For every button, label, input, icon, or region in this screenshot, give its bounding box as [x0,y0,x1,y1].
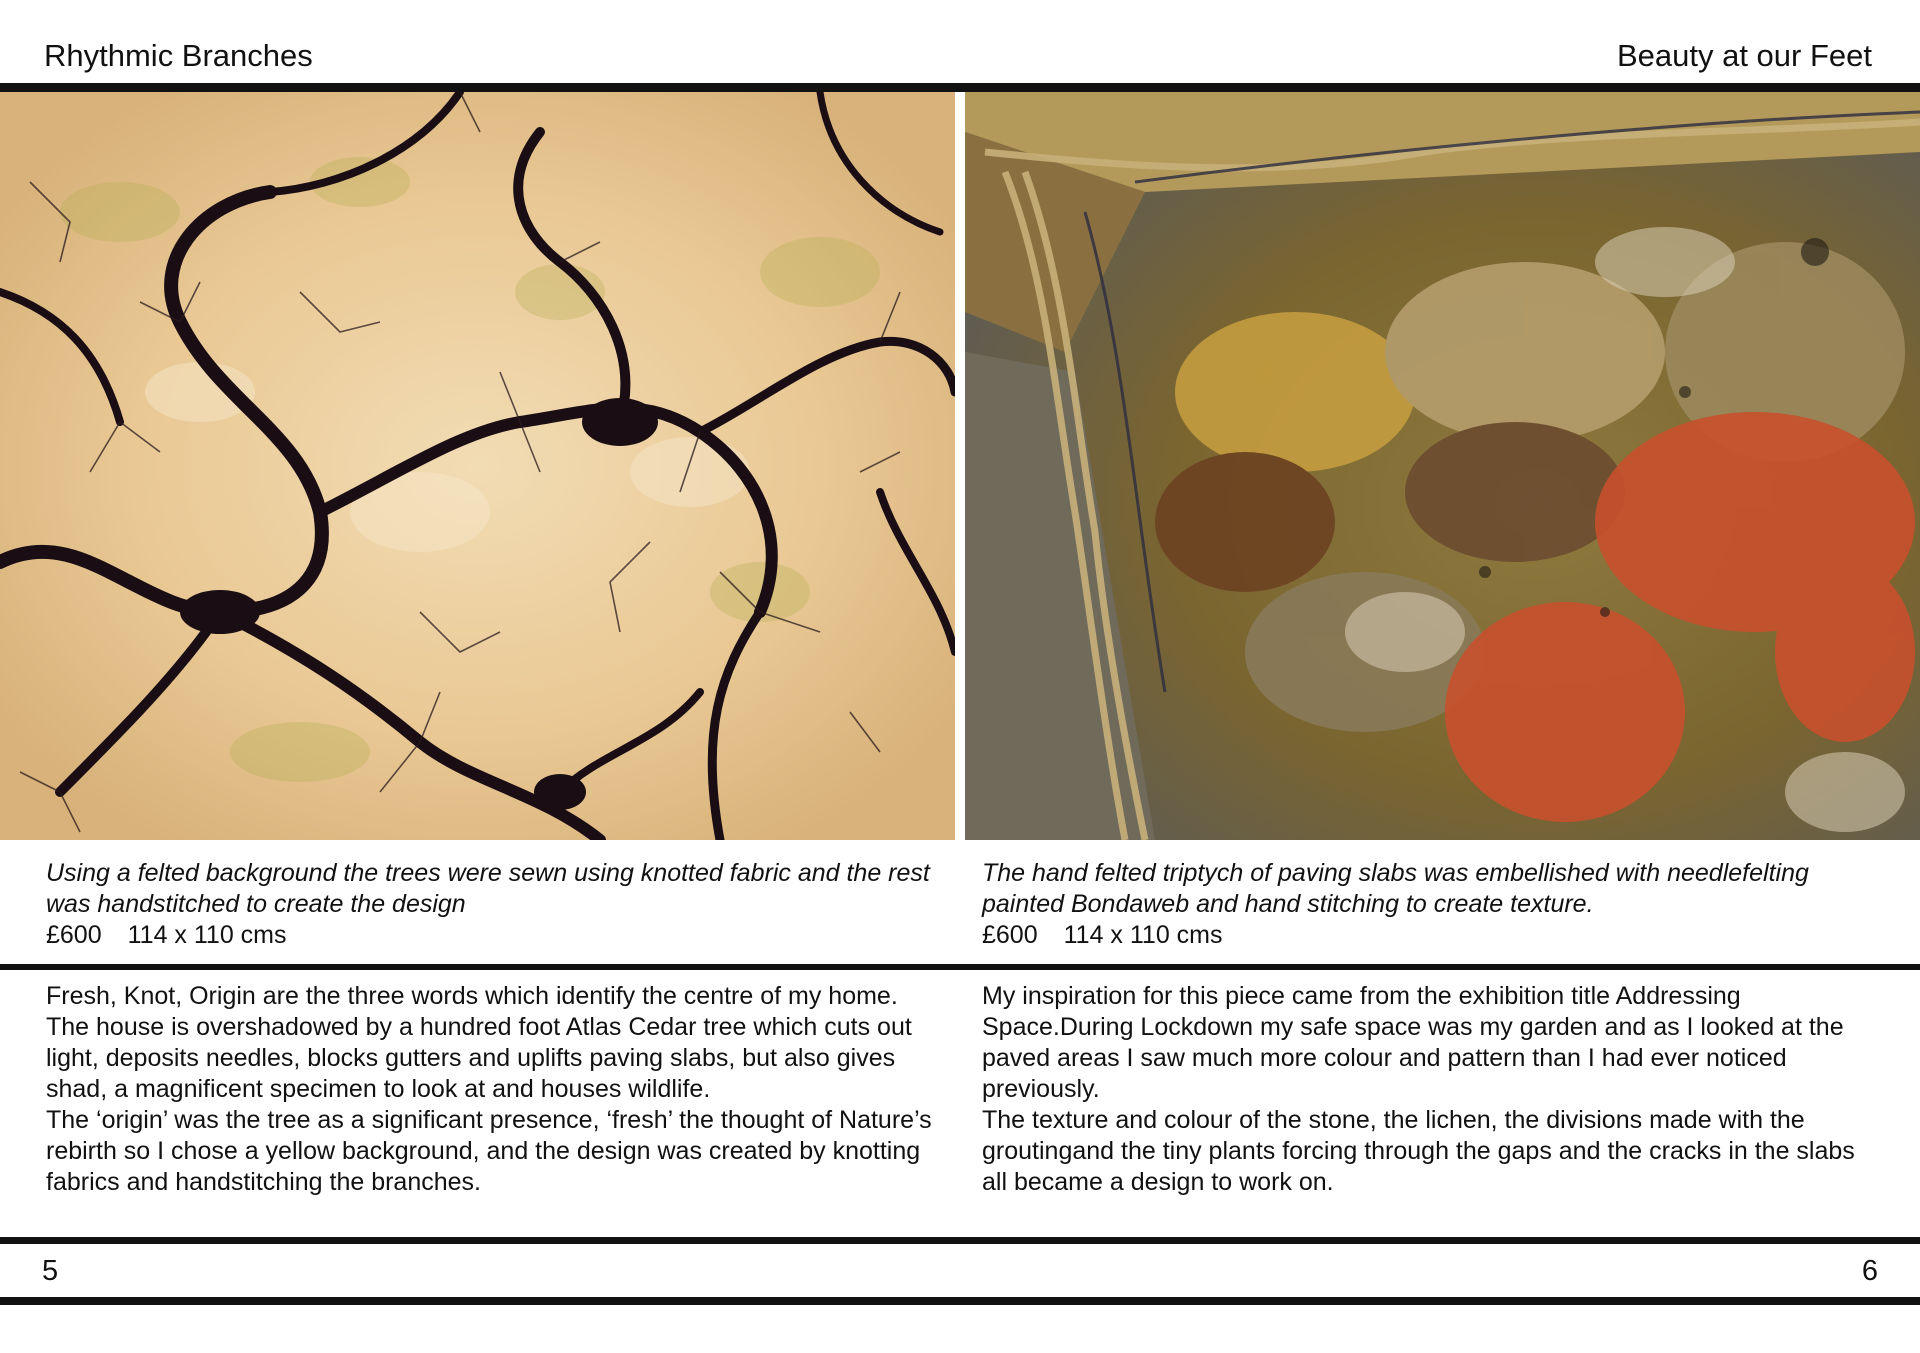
paving-slabs-illustration [965,92,1920,840]
artwork-description-right [982,981,1882,1198]
page-title-left: Rhythmic Branches [44,38,313,73]
price: £600 [982,921,1038,949]
page-title-right: Beauty at our Feet [1616,38,1872,73]
caption-text: Using a felted background the trees were sewn using knotted fabric and the rest was handstitched to create the design [46,859,930,918]
top-divider [0,83,1920,92]
description-paragraph: The texture and colour of the stone, the lichen, the divisions made with the groutingand the tiny plants forcing through the gaps and the cracks in the slabs all became a design to work on. [982,1106,1855,1196]
artwork-caption-right [982,858,1882,951]
artwork-photo-beauty-at-our-feet [965,92,1920,840]
description-paragraph: The ‘origin’ was the tree as a significant presence, ‘fresh’ the thought of Nature’s rebirth so I chose a yellow background, and the design was created by knotting fabrics and handstitching the branches. [46,1106,932,1196]
page-number-right: 6 [1861,1255,1878,1287]
description-paragraph: Fresh, Knot, Origin are the three words which identify the centre of my home. The house is overshadowed by a hundred foot Atlas Cedar tree which cuts out light, deposits needles, blocks gutters and uplifts paving slabs, but also gives shad, a magnificent specimen to look at and houses wildlife. [46,982,912,1103]
artwork-description-left [46,981,946,1198]
footer-bottom-divider [0,1297,1920,1305]
artwork-photo-rhythmic-branches [0,92,955,840]
branches-illustration [0,92,955,840]
middle-divider [0,964,1920,970]
dimensions: 114 x 110 cms [1063,921,1223,949]
footer-top-divider [0,1237,1920,1244]
page-number-left: 5 [42,1255,59,1287]
description-paragraph: My inspiration for this piece came from the exhibition title Addressing Space.During Lockdown my safe space was my garden and as I looked at the paved areas I saw much more colour and pattern than I had ever noticed previously. [982,982,1844,1103]
price: £600 [46,921,102,949]
price-and-size [46,920,946,951]
dimensions: 114 x 110 cms [127,921,287,949]
price-and-size [982,920,1882,951]
artwork-caption-left [46,858,946,951]
caption-text: The hand felted triptych of paving slabs was embellished with needlefelting painted Bondaweb and hand stitching to create texture. [982,859,1809,918]
